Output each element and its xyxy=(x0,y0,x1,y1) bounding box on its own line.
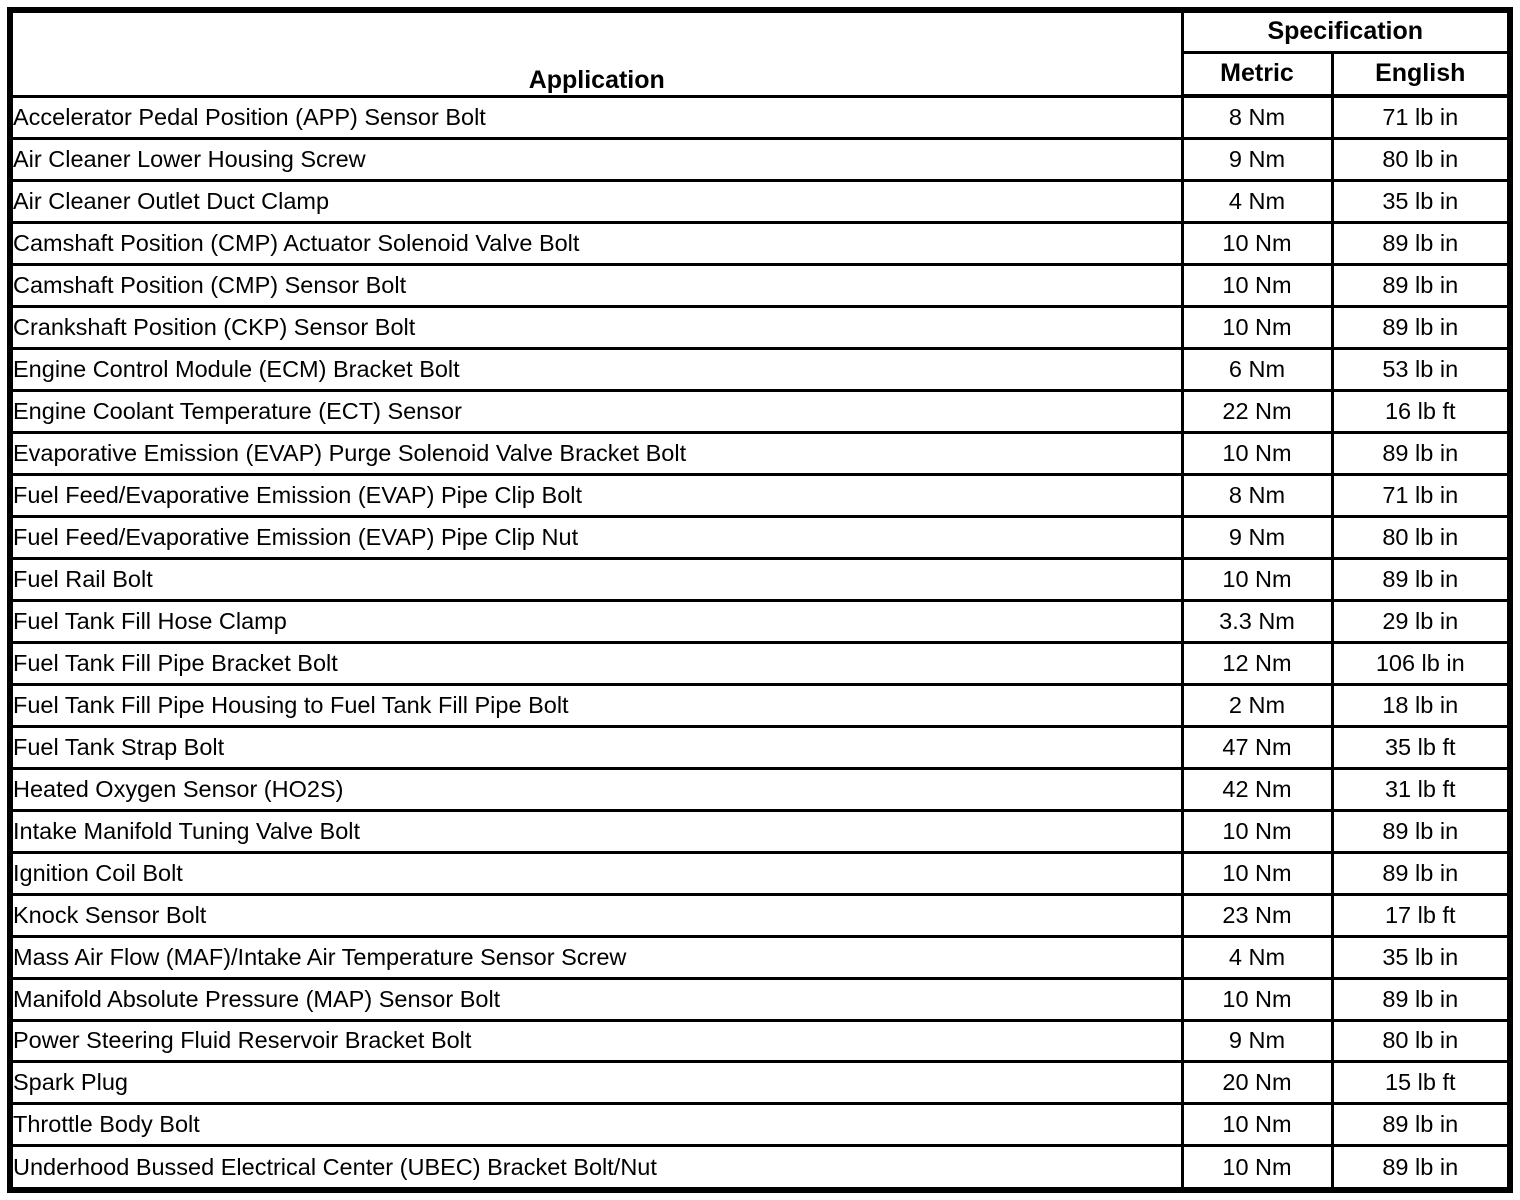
english-value-cell: 89 lb in xyxy=(1332,558,1510,600)
table-row xyxy=(10,978,1510,1020)
english-value-cell: 89 lb in xyxy=(1332,265,1510,307)
table-row xyxy=(10,1146,1510,1190)
metric-value-cell: 10 Nm xyxy=(1182,223,1332,265)
table-row xyxy=(10,223,1510,265)
table-row xyxy=(10,642,1510,684)
application-cell: Mass Air Flow (MAF)/Intake Air Temperature Sensor Screw xyxy=(10,936,1182,978)
english-value-cell: 89 lb in xyxy=(1332,978,1510,1020)
metric-value-cell: 10 Nm xyxy=(1182,1146,1332,1190)
english-value-cell: 80 lb in xyxy=(1332,139,1510,181)
english-value-cell: 35 lb ft xyxy=(1332,726,1510,768)
table-row xyxy=(10,516,1510,558)
metric-value-cell: 10 Nm xyxy=(1182,1104,1332,1146)
english-value-cell: 29 lb in xyxy=(1332,600,1510,642)
table-row xyxy=(10,1062,1510,1104)
application-cell: Engine Coolant Temperature (ECT) Sensor xyxy=(10,390,1182,432)
metric-value-cell: 10 Nm xyxy=(1182,432,1332,474)
header-row-group xyxy=(10,10,1510,52)
english-value-cell: 106 lb in xyxy=(1332,642,1510,684)
english-value-cell: 35 lb in xyxy=(1332,181,1510,223)
metric-value-cell: 8 Nm xyxy=(1182,474,1332,516)
application-cell: Accelerator Pedal Position (APP) Sensor Bolt xyxy=(10,96,1182,139)
application-cell: Evaporative Emission (EVAP) Purge Solenoid Valve Bracket Bolt xyxy=(10,432,1182,474)
application-cell: Engine Control Module (ECM) Bracket Bolt xyxy=(10,349,1182,391)
metric-value-cell: 10 Nm xyxy=(1182,307,1332,349)
application-cell: Fuel Feed/Evaporative Emission (EVAP) Pipe Clip Nut xyxy=(10,516,1182,558)
english-value-cell: 89 lb in xyxy=(1332,810,1510,852)
metric-value-cell: 4 Nm xyxy=(1182,936,1332,978)
table-row xyxy=(10,390,1510,432)
metric-value-cell: 8 Nm xyxy=(1182,96,1332,139)
table-row xyxy=(10,894,1510,936)
metric-value-cell: 20 Nm xyxy=(1182,1062,1332,1104)
application-cell: Knock Sensor Bolt xyxy=(10,894,1182,936)
metric-value-cell: 23 Nm xyxy=(1182,894,1332,936)
application-cell: Spark Plug xyxy=(10,1062,1182,1104)
table-row xyxy=(10,1020,1510,1062)
english-value-cell: 16 lb ft xyxy=(1332,390,1510,432)
application-cell: Camshaft Position (CMP) Sensor Bolt xyxy=(10,265,1182,307)
application-cell: Intake Manifold Tuning Valve Bolt xyxy=(10,810,1182,852)
application-cell: Crankshaft Position (CKP) Sensor Bolt xyxy=(10,307,1182,349)
english-value-cell: 89 lb in xyxy=(1332,432,1510,474)
metric-value-cell: 9 Nm xyxy=(1182,1020,1332,1062)
table-body xyxy=(10,96,1510,1190)
application-cell: Throttle Body Bolt xyxy=(10,1104,1182,1146)
table-row xyxy=(10,810,1510,852)
metric-value-cell: 42 Nm xyxy=(1182,768,1332,810)
application-cell: Fuel Tank Strap Bolt xyxy=(10,726,1182,768)
table-row xyxy=(10,936,1510,978)
application-cell: Air Cleaner Lower Housing Screw xyxy=(10,139,1182,181)
english-value-cell: 35 lb in xyxy=(1332,936,1510,978)
table-row xyxy=(10,265,1510,307)
table-row xyxy=(10,600,1510,642)
table-row xyxy=(10,852,1510,894)
metric-value-cell: 10 Nm xyxy=(1182,265,1332,307)
english-value-cell: 89 lb in xyxy=(1332,1146,1510,1190)
application-cell: Fuel Tank Fill Hose Clamp xyxy=(10,600,1182,642)
english-value-cell: 89 lb in xyxy=(1332,1104,1510,1146)
fastener-torque-spec-table xyxy=(7,7,1513,1193)
metric-value-cell: 9 Nm xyxy=(1182,139,1332,181)
application-cell: Air Cleaner Outlet Duct Clamp xyxy=(10,181,1182,223)
english-value-cell: 80 lb in xyxy=(1332,1020,1510,1062)
table-row xyxy=(10,726,1510,768)
table-row xyxy=(10,96,1510,139)
english-column-header: English xyxy=(1332,52,1510,96)
metric-value-cell: 10 Nm xyxy=(1182,558,1332,600)
english-value-cell: 71 lb in xyxy=(1332,96,1510,139)
application-cell: Camshaft Position (CMP) Actuator Solenoid Valve Bolt xyxy=(10,223,1182,265)
english-value-cell: 89 lb in xyxy=(1332,223,1510,265)
application-cell: Heated Oxygen Sensor (HO2S) xyxy=(10,768,1182,810)
table-row xyxy=(10,768,1510,810)
english-value-cell: 89 lb in xyxy=(1332,307,1510,349)
table-row xyxy=(10,474,1510,516)
application-cell: Fuel Tank Fill Pipe Housing to Fuel Tank Fill Pipe Bolt xyxy=(10,684,1182,726)
metric-value-cell: 9 Nm xyxy=(1182,516,1332,558)
table-row xyxy=(10,181,1510,223)
english-value-cell: 15 lb ft xyxy=(1332,1062,1510,1104)
metric-value-cell: 10 Nm xyxy=(1182,810,1332,852)
english-value-cell: 89 lb in xyxy=(1332,852,1510,894)
metric-value-cell: 2 Nm xyxy=(1182,684,1332,726)
english-value-cell: 18 lb in xyxy=(1332,684,1510,726)
metric-value-cell: 3.3 Nm xyxy=(1182,600,1332,642)
english-value-cell: 71 lb in xyxy=(1332,474,1510,516)
metric-value-cell: 10 Nm xyxy=(1182,978,1332,1020)
table-row xyxy=(10,684,1510,726)
application-cell: Fuel Feed/Evaporative Emission (EVAP) Pipe Clip Bolt xyxy=(10,474,1182,516)
metric-value-cell: 10 Nm xyxy=(1182,852,1332,894)
application-cell: Fuel Tank Fill Pipe Bracket Bolt xyxy=(10,642,1182,684)
table-row xyxy=(10,1104,1510,1146)
table-row xyxy=(10,307,1510,349)
english-value-cell: 53 lb in xyxy=(1332,349,1510,391)
application-cell: Manifold Absolute Pressure (MAP) Sensor Bolt xyxy=(10,978,1182,1020)
metric-value-cell: 22 Nm xyxy=(1182,390,1332,432)
application-cell: Ignition Coil Bolt xyxy=(10,852,1182,894)
table-row xyxy=(10,432,1510,474)
table-row xyxy=(10,139,1510,181)
metric-value-cell: 47 Nm xyxy=(1182,726,1332,768)
metric-value-cell: 4 Nm xyxy=(1182,181,1332,223)
application-cell: Power Steering Fluid Reservoir Bracket Bolt xyxy=(10,1020,1182,1062)
metric-value-cell: 12 Nm xyxy=(1182,642,1332,684)
application-cell: Fuel Rail Bolt xyxy=(10,558,1182,600)
table-row xyxy=(10,349,1510,391)
english-value-cell: 80 lb in xyxy=(1332,516,1510,558)
english-value-cell: 31 lb ft xyxy=(1332,768,1510,810)
table-row xyxy=(10,558,1510,600)
application-cell: Underhood Bussed Electrical Center (UBEC) Bracket Bolt/Nut xyxy=(10,1146,1182,1190)
application-column-header: Application xyxy=(10,10,1182,96)
metric-value-cell: 6 Nm xyxy=(1182,349,1332,391)
metric-column-header: Metric xyxy=(1182,52,1332,96)
specification-column-group-header: Specification xyxy=(1182,10,1510,52)
english-value-cell: 17 lb ft xyxy=(1332,894,1510,936)
table-header xyxy=(10,10,1510,96)
